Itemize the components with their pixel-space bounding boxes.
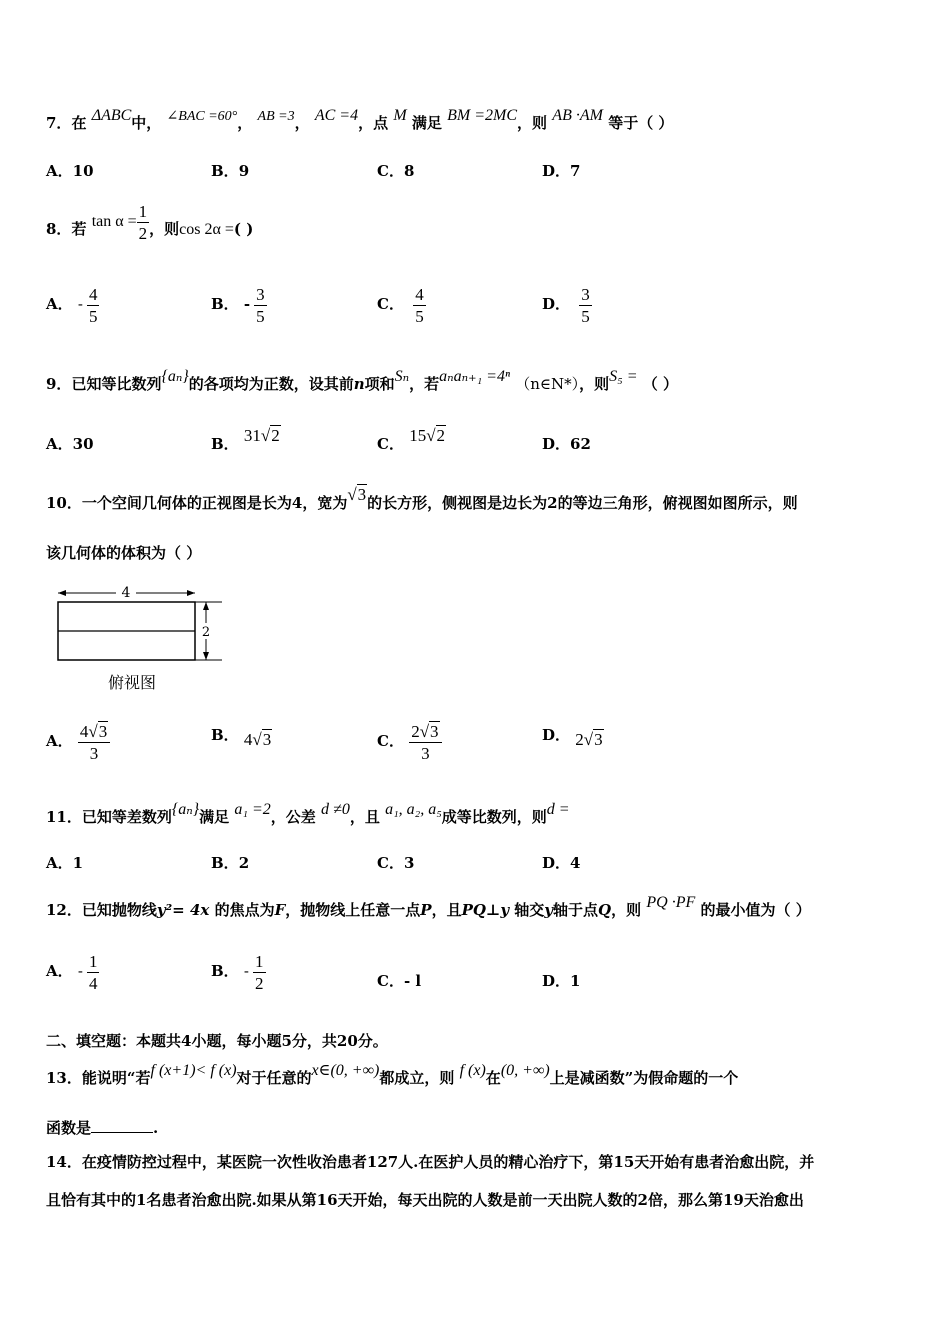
text: 满足 <box>411 114 442 132</box>
question-number: 12． <box>46 901 82 919</box>
text: 在 <box>71 114 87 132</box>
text: 等于（ ） <box>608 114 674 132</box>
math-sequence: {aₙ} <box>161 368 189 385</box>
text: 项和 <box>364 375 395 393</box>
option-d: D． 2√3 <box>542 726 603 749</box>
text: 的各项均为正数，设其前 <box>188 375 354 393</box>
question-14: 14．在疫情防控过程中，某医院一次性收治患者127人.在医护人员的精心治疗下，第15天开始有患者治愈出院，并 <box>46 1153 815 1171</box>
math-interval: (0, +∞) <box>500 1062 550 1079</box>
text: 中， <box>131 114 162 132</box>
text: 在 <box>485 1069 501 1087</box>
option-a: A．10 <box>46 162 94 180</box>
question-10 <box>46 485 798 513</box>
option-c: C． 15√2 <box>377 426 446 453</box>
math-bm: BM =2MC <box>447 107 518 124</box>
option-a: A．30 <box>46 435 94 453</box>
option-d: D．1 <box>542 972 581 990</box>
math-ac: AC =4 <box>314 107 359 124</box>
option-c: C．3 <box>377 854 415 872</box>
math-y: y <box>544 901 554 919</box>
math-inequality: f (x+1)< f (x) <box>150 1062 237 1079</box>
question-7 <box>46 107 674 135</box>
option-b: B． - $\frac{1}{2}$ <box>211 951 264 993</box>
text: 的最小值为（ ） <box>700 901 811 919</box>
question-11 <box>46 801 570 828</box>
question-12 <box>46 894 811 921</box>
math-p: P <box>420 901 432 919</box>
text: ，点 <box>358 114 389 132</box>
question-13-line-2 <box>46 1118 158 1138</box>
text: ，且 <box>431 901 462 919</box>
math-f: F <box>274 901 286 919</box>
option-d: D．62 <box>542 435 591 453</box>
math-n: n <box>353 375 365 393</box>
math-angle: ∠BAC =60° <box>166 109 238 124</box>
text: ，且 <box>349 808 380 826</box>
text: 对于任意的 <box>236 1069 312 1087</box>
option-d: D．4 <box>542 854 581 872</box>
text: 已知等差数列 <box>81 808 172 826</box>
text: 已知抛物线 <box>81 901 157 919</box>
math-dot-product: PQ ·PF <box>646 894 696 911</box>
text: 该几何体的体积为（ ） <box>46 544 202 562</box>
text: 成等比数列，则 <box>441 808 547 826</box>
option-b: B．2 <box>211 854 250 872</box>
option-a: A． - $\frac{4}{5}$ <box>46 284 98 326</box>
section-heading: 二、填空题：本题共4小题，每小题5分，共20分。 <box>46 1032 388 1050</box>
math-cos: cos 2α = <box>179 221 234 238</box>
question-number: 9． <box>46 375 72 393</box>
text: ，则 <box>517 114 548 132</box>
question-number: 10． <box>46 494 82 512</box>
text: ，公差 <box>270 808 316 826</box>
text: 的长方形，侧视图是边长为2的等边三角形，俯视图如图所示，则 <box>367 494 798 512</box>
math-triangle: ΔABC <box>91 107 132 124</box>
option-b: B． 31√2 <box>211 426 280 453</box>
math-sn: Sₙ <box>394 368 410 385</box>
option-c: C．- l <box>377 972 422 990</box>
question-number: 11． <box>46 808 82 826</box>
option-b: B． - $\frac{3}{5}$ <box>211 284 265 326</box>
question-number: 7． <box>46 114 72 132</box>
math-q: Q <box>598 901 612 919</box>
text: ，抛物线上任意一点 <box>285 901 421 919</box>
option-b: B．9 <box>211 162 250 180</box>
math-d: d ≠0 <box>321 801 350 818</box>
math-condition: （n∈N*） <box>515 375 580 393</box>
math-point-m: M <box>393 107 407 124</box>
math-dot-product: AB ·AM <box>552 107 603 124</box>
text: ，则 <box>611 901 642 919</box>
text: 满足 <box>199 808 230 826</box>
option-d: D．7 <box>542 162 581 180</box>
arrow-left <box>58 590 66 596</box>
text: 轴交 <box>514 901 545 919</box>
text: ， <box>237 114 253 132</box>
text: 都成立，则 <box>379 1069 455 1087</box>
math-pq-perp: PQ⊥y <box>461 901 510 919</box>
question-9 <box>46 368 678 395</box>
question-number: 8． <box>46 220 72 238</box>
text: （ ） <box>642 375 678 393</box>
option-d: D． $\frac{3}{5}$ <box>542 284 590 326</box>
option-c: C． $\frac{4}{5}$ <box>377 284 424 326</box>
text: 的焦点为 <box>214 901 275 919</box>
arrow-up <box>203 602 209 610</box>
text: 上是减函数”为假命题的一个 <box>549 1069 739 1087</box>
answer-blank[interactable] <box>91 1118 153 1133</box>
text: 一个空间几何体的正视图是长为4，宽为 <box>81 494 348 512</box>
text: ，则 <box>149 220 180 238</box>
option-a: A． - $\frac{1}{4}$ <box>46 951 98 993</box>
text: ( ) <box>233 220 254 238</box>
text: 若 <box>71 220 87 238</box>
math-fx: f (x) <box>459 1062 486 1079</box>
question-number: 13． <box>46 1069 82 1087</box>
math-ab: AB =3 <box>257 109 295 124</box>
arrow-down <box>203 652 209 660</box>
figure-caption: 俯视图 <box>108 673 157 692</box>
math-relation: aₙaₙ₊₁ =4ⁿ <box>439 368 510 385</box>
height-label: 2 <box>201 625 211 640</box>
text: . <box>153 1119 159 1137</box>
text: 已知等比数列 <box>71 375 162 393</box>
math-d-question: d = <box>546 801 570 818</box>
question-14-line-2: 且恰有其中的1名患者治愈出院.如果从第16天开始，每天出院的人数是前一天出院人数的2倍，那么第19天治愈出 <box>46 1191 804 1209</box>
option-c: C．8 <box>377 162 415 180</box>
text: ，则 <box>579 375 610 393</box>
option-a: A． $\frac{4√3}{3}$ <box>46 716 110 766</box>
question-13 <box>46 1062 739 1089</box>
text: 能说明“若 <box>81 1069 151 1087</box>
width-label: 4 <box>121 585 131 601</box>
math-parabola: y²= 4x <box>156 901 210 919</box>
question-10-line-2 <box>46 543 201 563</box>
math-terms: a₁, a₂, a₅ <box>385 801 442 818</box>
text: ， <box>294 114 310 132</box>
math-tan: tan α = <box>91 213 137 230</box>
math-sqrt3: √3 <box>347 485 367 504</box>
option-a: A．1 <box>46 854 84 872</box>
math-sequence: {aₙ} <box>171 801 200 818</box>
text: 轴于点 <box>553 901 599 919</box>
math-a1: a₁ =2 <box>234 801 271 818</box>
math-s5: S₅ = <box>609 368 638 385</box>
option-b: B． 4√3 <box>211 726 272 749</box>
question-8 <box>46 201 254 252</box>
text: 函数是 <box>46 1119 92 1137</box>
arrow-right <box>187 590 195 596</box>
math-domain: x∈(0, +∞) <box>311 1062 380 1079</box>
text: ，若 <box>409 375 440 393</box>
option-c: C． $\frac{2√3}{3}$ <box>377 716 442 766</box>
fraction: $\frac{1}{2}$ <box>138 201 148 243</box>
